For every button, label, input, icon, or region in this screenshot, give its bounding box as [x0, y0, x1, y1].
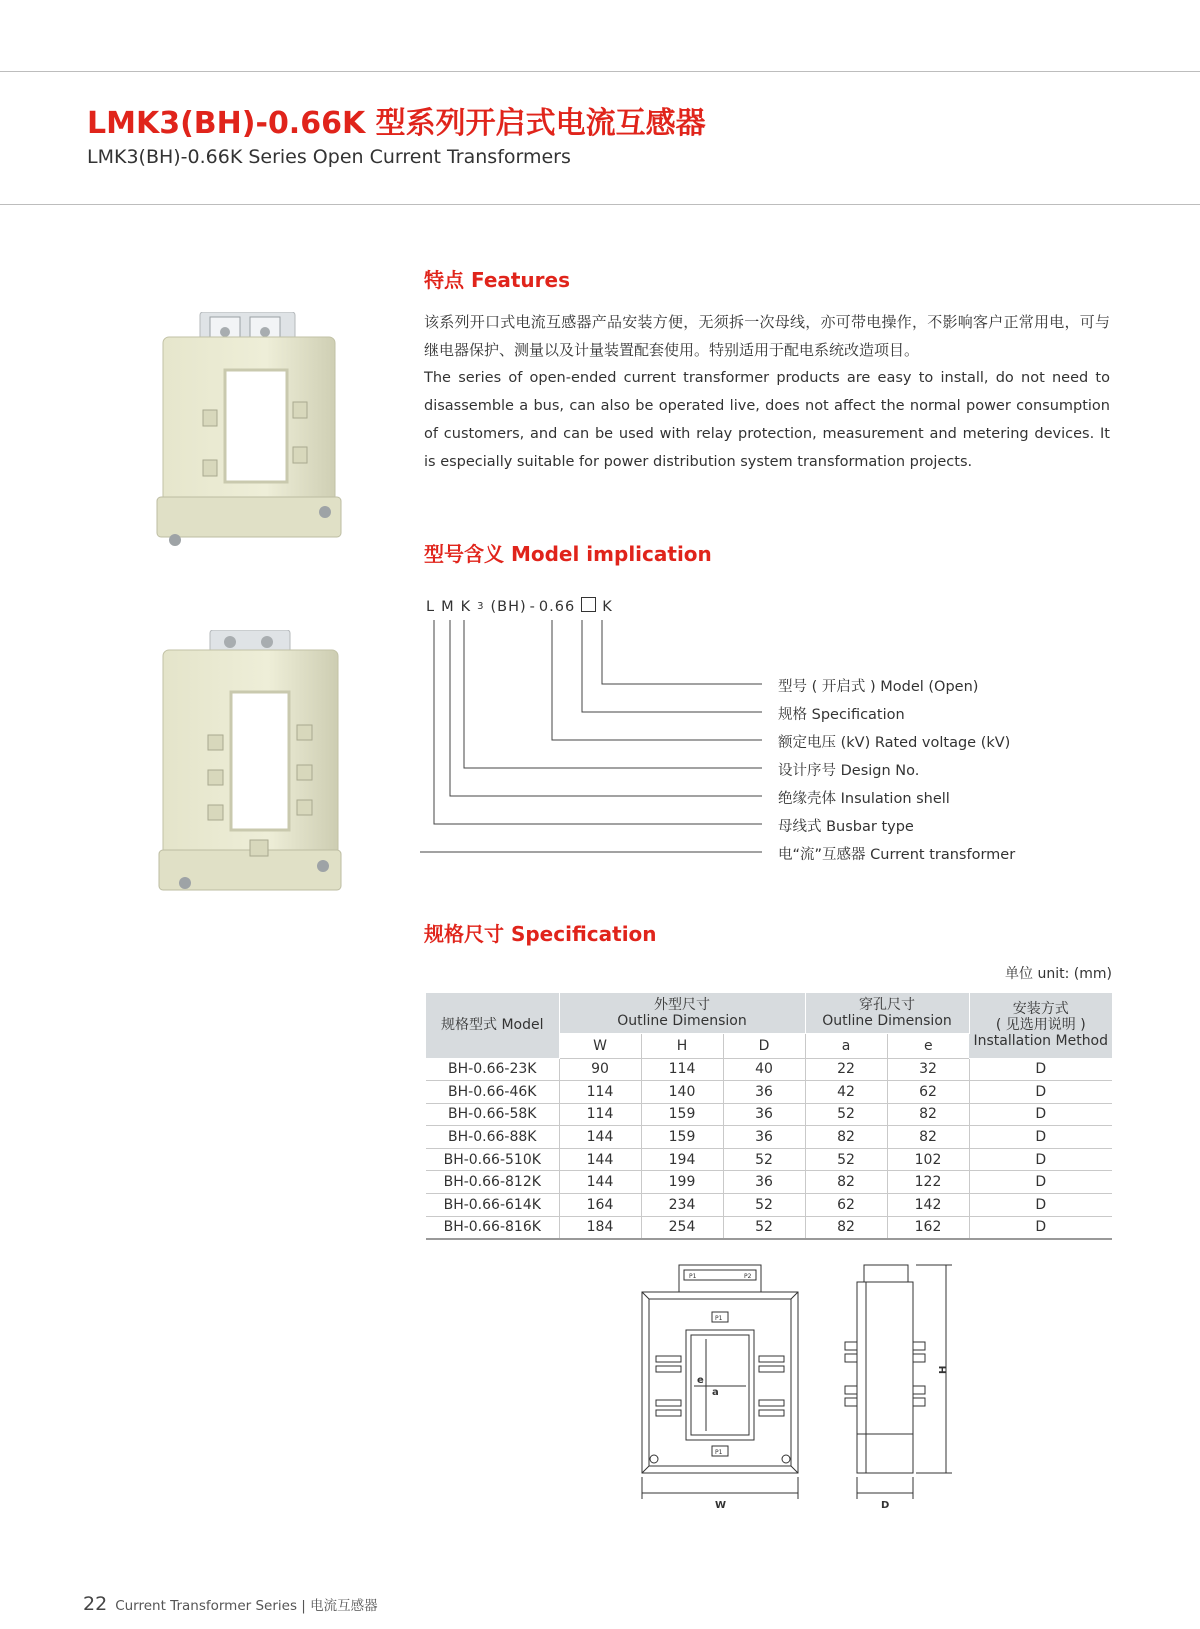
table-cell: 122 [887, 1171, 969, 1194]
table-cell: 82 [805, 1216, 887, 1239]
table-cell: 90 [559, 1058, 641, 1081]
table-cell: 142 [887, 1194, 969, 1217]
table-row [426, 1103, 1112, 1126]
code-k2: K [602, 599, 613, 615]
table-cell: 159 [641, 1126, 723, 1149]
table-cell: 52 [723, 1216, 805, 1239]
table-cell: 164 [559, 1194, 641, 1217]
th-outline [559, 993, 805, 1033]
spec-placeholder-box [581, 597, 596, 612]
table-cell: 102 [887, 1148, 969, 1171]
table-row [426, 1216, 1112, 1239]
table-cell: BH-0.66-816K [426, 1216, 559, 1239]
code-k: K [460, 599, 472, 615]
table-cell: 62 [805, 1194, 887, 1217]
table-cell: 114 [559, 1081, 641, 1104]
code-dash: - [529, 599, 536, 615]
legend-busbar-type: 母线式 Busbar type [778, 819, 914, 835]
dimension-drawing-side [842, 1262, 972, 1522]
table-cell: D [969, 1058, 1112, 1081]
code-voltage: 0.66 [538, 599, 576, 615]
th-e: e [887, 1033, 969, 1058]
table-cell: 82 [887, 1103, 969, 1126]
page-title-cn: LMK3(BH)-0.66K 型系列开启式电流互感器 [87, 106, 706, 141]
th-install-note: ( 见选用说明 ) [995, 1017, 1086, 1034]
spec-table [426, 993, 1112, 1240]
drawing-label-h: H [938, 1365, 949, 1374]
table-cell: BH-0.66-46K [426, 1081, 559, 1104]
table-cell: 36 [723, 1103, 805, 1126]
drawing-label-p1-top: P1 [689, 1273, 697, 1280]
features-body [424, 308, 1110, 476]
th-outline-cn: 外型尺寸 [654, 996, 710, 1013]
table-cell: D [969, 1216, 1112, 1239]
table-cell: D [969, 1126, 1112, 1149]
legend-insulation-shell: 绝缘壳体 Insulation shell [778, 791, 950, 807]
th-hole-en: Outline Dimension [822, 1012, 952, 1029]
table-cell: 162 [887, 1216, 969, 1239]
legend-design-no: 设计序号 Design No. [778, 763, 920, 779]
drawing-label-p1-bottom: P1 [715, 1449, 723, 1456]
code-m: M [441, 599, 455, 615]
table-cell: D [969, 1103, 1112, 1126]
table-row [426, 1058, 1112, 1081]
footer [83, 1593, 378, 1615]
table-cell: 144 [559, 1148, 641, 1171]
drawing-label-e: e [697, 1375, 704, 1386]
table-cell: D [969, 1081, 1112, 1104]
top-rule [0, 71, 1200, 72]
footer-text: Current Transformer Series | 电流互感器 [115, 1598, 378, 1614]
table-cell: 36 [723, 1081, 805, 1104]
table-cell: 52 [723, 1148, 805, 1171]
table-cell: BH-0.66-23K [426, 1058, 559, 1081]
table-cell: 52 [805, 1103, 887, 1126]
th-w: W [559, 1033, 641, 1058]
table-cell: 32 [887, 1058, 969, 1081]
table-cell: 114 [559, 1103, 641, 1126]
table-cell: BH-0.66-88K [426, 1126, 559, 1149]
drawing-label-w: W [715, 1500, 727, 1511]
th-model: 规格型式 Model [426, 993, 559, 1058]
features-text-en: The series of open-ended current transformer products are easy to install, do not need to disassemble a bus, can also be operated live, does not affect the normal power consumption of customers, and can be used with relay protection, measurement and metering devices. It is especially suitable for power distribution system transformation projects. [424, 370, 1110, 470]
table-cell: 40 [723, 1058, 805, 1081]
product-photo-closed [155, 630, 345, 895]
table-row [426, 1126, 1112, 1149]
th-install-cn: 安装方式 [1012, 1001, 1069, 1018]
spec-table-body [426, 1058, 1112, 1239]
table-cell: 114 [641, 1058, 723, 1081]
table-cell: 36 [723, 1171, 805, 1194]
header-bottom-rule [0, 204, 1200, 205]
table-cell: D [969, 1148, 1112, 1171]
th-h: H [641, 1033, 723, 1058]
table-row [426, 1148, 1112, 1171]
th-outline-en: Outline Dimension [617, 1012, 747, 1029]
table-cell: 52 [723, 1194, 805, 1217]
th-hole-cn: 穿孔尺寸 [859, 996, 915, 1013]
table-row [426, 1194, 1112, 1217]
drawing-label-a: a [712, 1387, 719, 1398]
table-cell: 42 [805, 1081, 887, 1104]
code-number: 3 [477, 601, 485, 612]
table-cell: 199 [641, 1171, 723, 1194]
th-install [969, 993, 1112, 1058]
table-cell: BH-0.66-510K [426, 1148, 559, 1171]
table-cell: BH-0.66-614K [426, 1194, 559, 1217]
model-leader-lines [420, 618, 780, 868]
legend-specification: 规格 Specification [778, 707, 905, 723]
table-cell: 144 [559, 1171, 641, 1194]
drawing-label-d: D [881, 1500, 890, 1511]
table-cell: 82 [805, 1126, 887, 1149]
th-a: a [805, 1033, 887, 1058]
th-d: D [723, 1033, 805, 1058]
table-cell: 82 [805, 1171, 887, 1194]
features-heading: 特点 Features [424, 268, 571, 292]
table-cell: 234 [641, 1194, 723, 1217]
product-photo-open [155, 312, 345, 552]
th-install-en: Installation Method [973, 1033, 1109, 1050]
table-cell: 62 [887, 1081, 969, 1104]
features-text-cn: 该系列开口式电流互感器产品安装方便，无须拆一次母线，亦可带电操作，不影响客户正常用电，可与继电器保护、测量以及计量装置配套使用。特别适用于配电系统改造项目。 [424, 313, 1110, 359]
page-number: 22 [83, 1593, 108, 1615]
table-cell: D [969, 1171, 1112, 1194]
table-cell: 144 [559, 1126, 641, 1149]
table-cell: 22 [805, 1058, 887, 1081]
table-cell: 140 [641, 1081, 723, 1104]
table-cell: 82 [887, 1126, 969, 1149]
page-title-en: LMK3(BH)-0.66K Series Open Current Transformers [87, 146, 571, 168]
legend-model-open: 型号 ( 开启式 ) Model (Open) [778, 679, 979, 695]
dimension-drawing-front [640, 1262, 810, 1522]
model-code [426, 597, 619, 615]
table-cell: D [969, 1194, 1112, 1217]
legend-rated-voltage: 额定电压 (kV) Rated voltage (kV) [778, 735, 1011, 751]
legend-current-transformer: 电“流”互感器 Current transformer [778, 847, 1016, 863]
table-cell: BH-0.66-812K [426, 1171, 559, 1194]
table-cell: 159 [641, 1103, 723, 1126]
drawing-label-p1: P1 [715, 1315, 723, 1322]
table-row [426, 1081, 1112, 1104]
table-cell: 52 [805, 1148, 887, 1171]
unit-label: 单位 unit: (mm) [1005, 966, 1112, 982]
table-cell: 36 [723, 1126, 805, 1149]
table-cell: 184 [559, 1216, 641, 1239]
model-heading: 型号含义 Model implication [424, 542, 712, 566]
table-row [426, 1171, 1112, 1194]
table-cell: BH-0.66-58K [426, 1103, 559, 1126]
code-l: L [426, 599, 436, 615]
code-bh: (BH) [490, 599, 527, 615]
drawing-label-p2: P2 [744, 1273, 752, 1280]
table-cell: 194 [641, 1148, 723, 1171]
table-cell: 254 [641, 1216, 723, 1239]
th-hole [805, 993, 969, 1033]
spec-heading: 规格尺寸 Specification [424, 922, 657, 946]
